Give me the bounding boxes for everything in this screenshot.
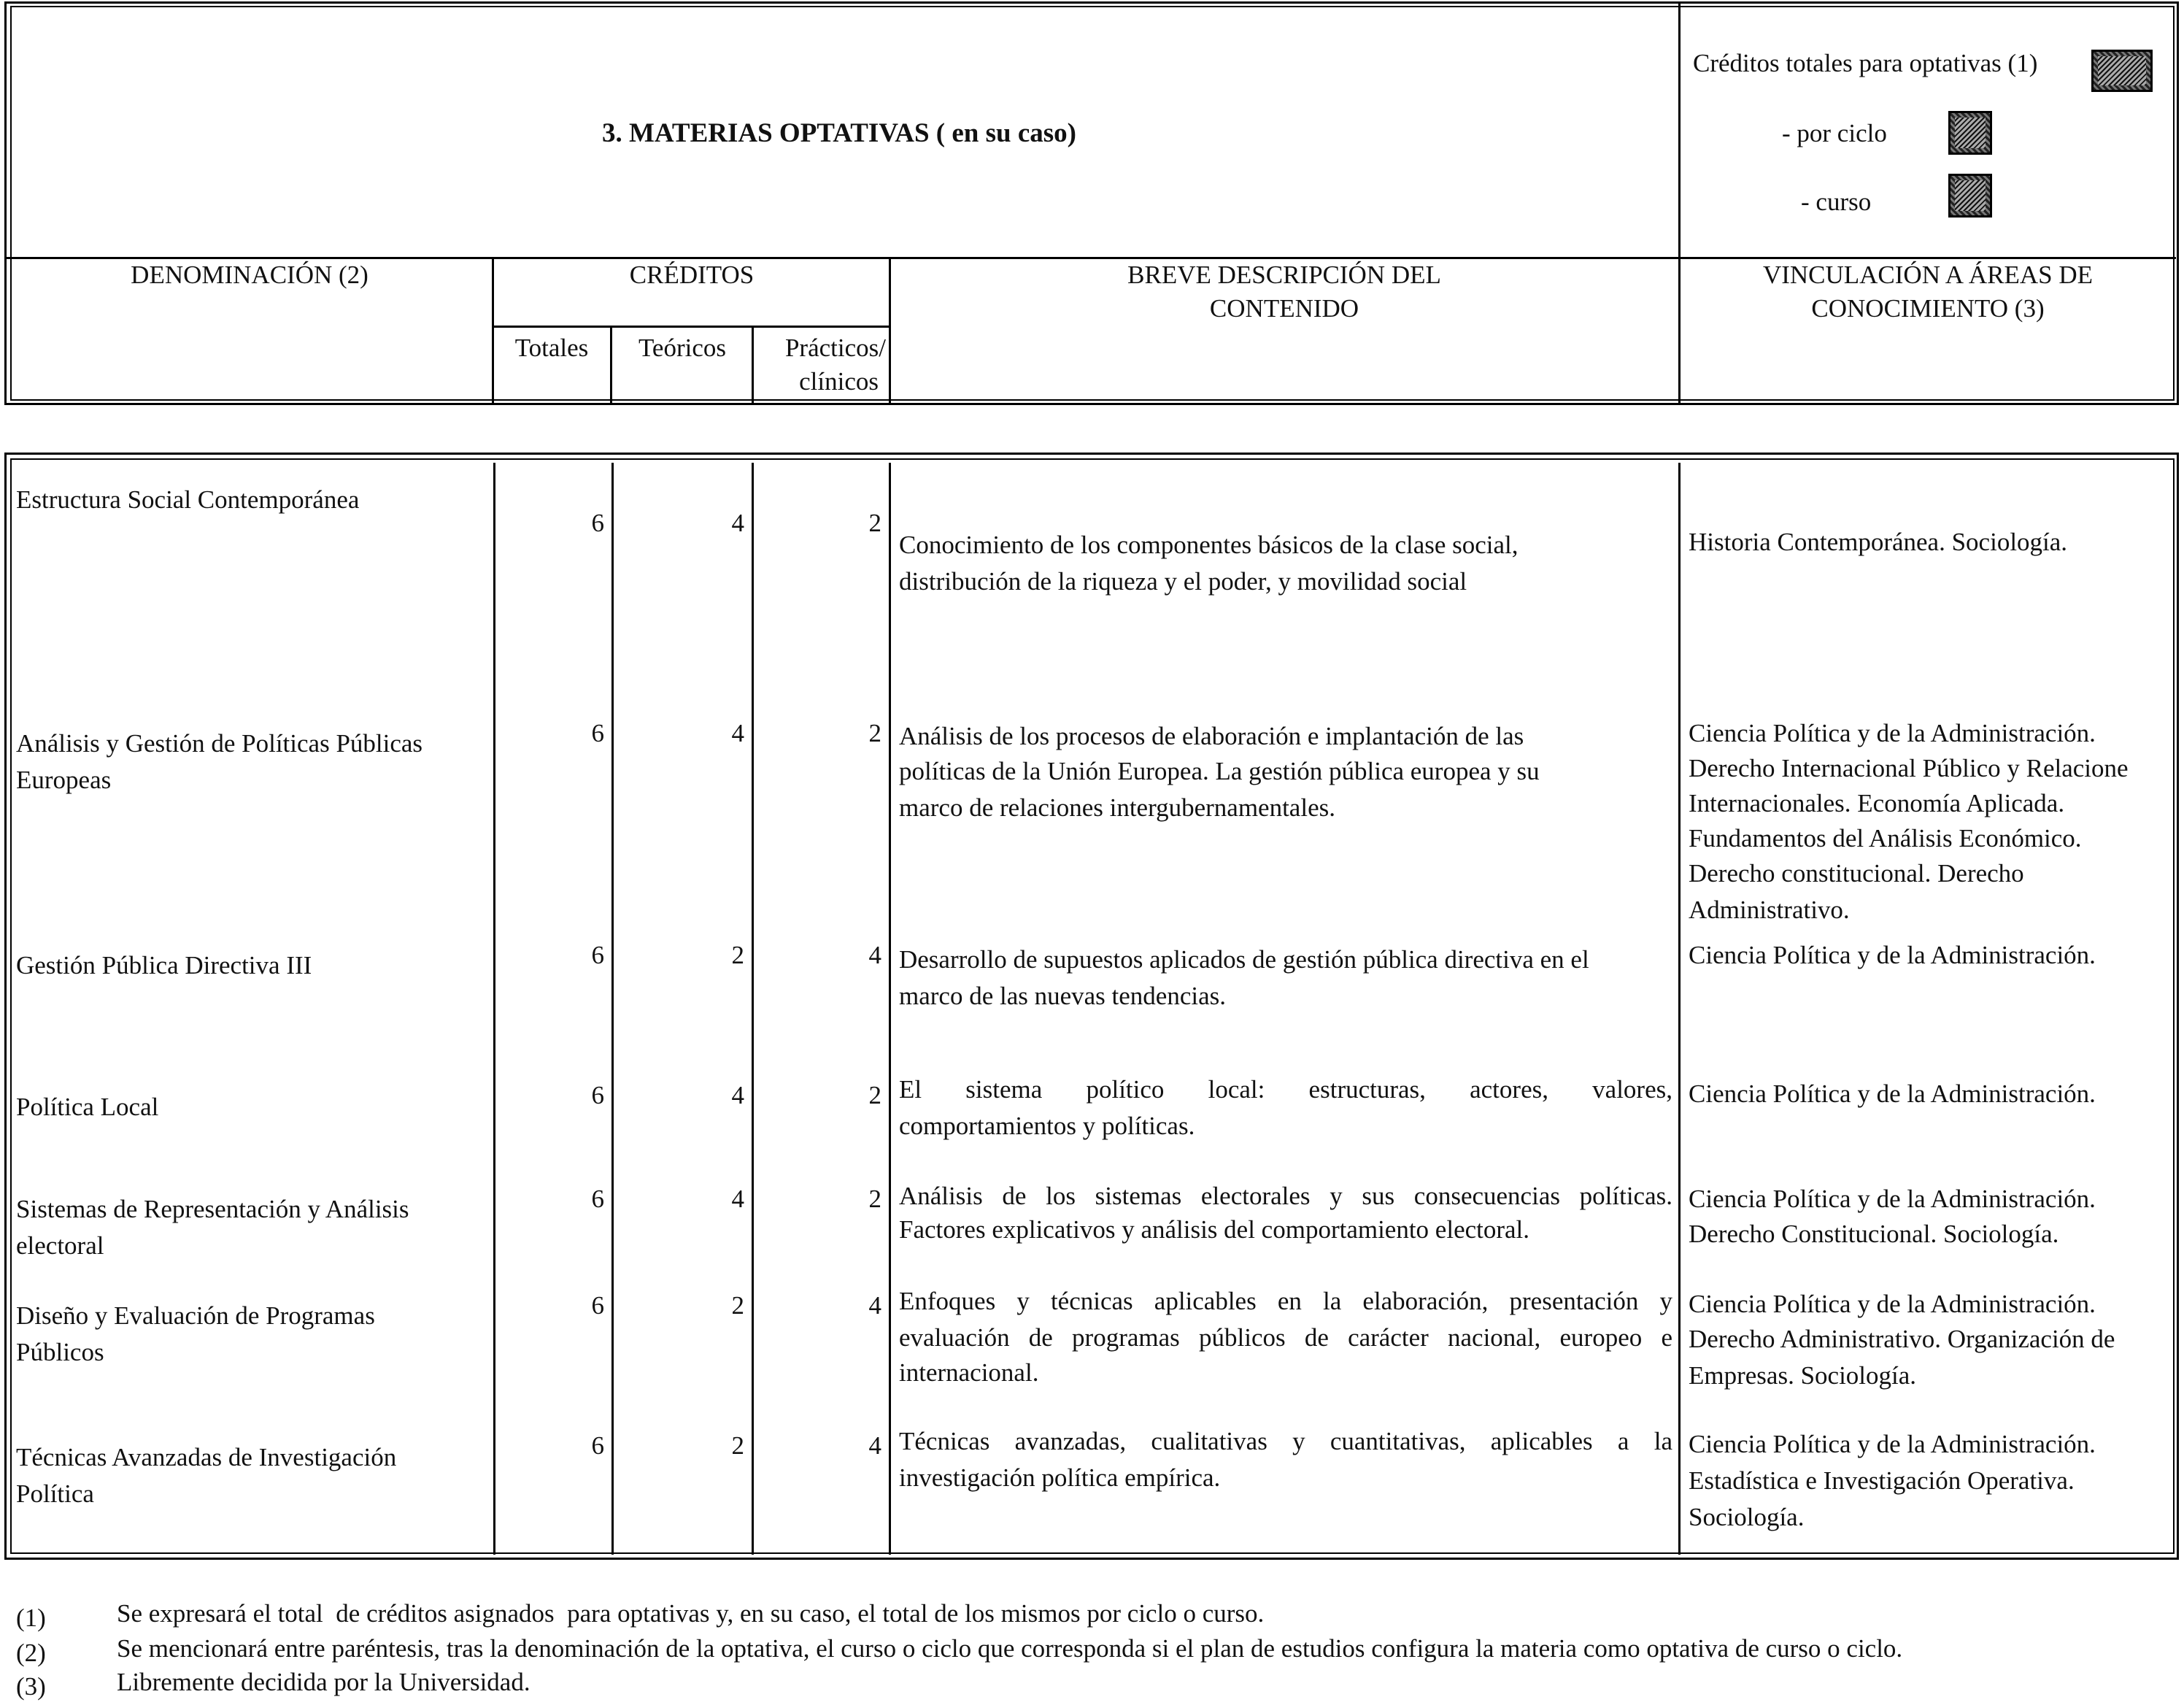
row-practicos: 2 (868, 1081, 881, 1109)
row-description: Técnicas avanzadas, cualitativas y cuantitativas, aplicables a la (899, 1427, 1672, 1455)
body-col-divider-descripcion (1678, 463, 1681, 1555)
row-areas: Derecho Internacional Público y Relacione (1689, 754, 2129, 782)
title-divider (1678, 3, 1681, 404)
row-areas: Derecho Administrativo. Organización de (1689, 1325, 2115, 1353)
row-name: electoral (16, 1231, 104, 1260)
row-description: políticas de la Unión Europea. La gestión pública europea y su (899, 757, 1540, 785)
col-header-creditos: CRÉDITOS (629, 261, 755, 289)
row-description: investigación política empírica. (899, 1463, 1221, 1492)
credits-total-stamp (2091, 50, 2153, 92)
col-header-vinculacion-1: VINCULACIÓN A ÁREAS DE (1762, 261, 2094, 289)
row-areas: Administrativo. (1689, 896, 1850, 924)
row-description: marco de las nuevas tendencias. (899, 982, 1227, 1010)
row-areas: Ciencia Política y de la Administración. (1689, 941, 2096, 969)
row-name: Europeas (16, 766, 112, 794)
footnote-mark: (2) (16, 1639, 46, 1667)
row-description: Conocimiento de los componentes básicos de la clase social, (899, 531, 1519, 559)
row-areas: Sociología. (1689, 1503, 1805, 1531)
row-description: Desarrollo de supuestos aplicados de gestión pública directiva en el (899, 945, 1589, 974)
row-teoricos: 4 (731, 509, 744, 537)
row-teoricos: 2 (731, 1431, 744, 1460)
row-description: Análisis de los sistemas electorales y sus consecuencias políticas. (899, 1182, 1672, 1210)
col-header-descripcion-1: BREVE DESCRIPCIÓN DEL (1127, 261, 1441, 289)
row-description: Análisis de los procesos de elaboración e implantación de las (899, 722, 1524, 750)
row-areas: Ciencia Política y de la Administración. (1689, 1430, 2096, 1458)
row-description: distribución de la riqueza y el poder, y movilidad social (899, 567, 1467, 596)
credits-total-label: Créditos totales para optativas (1) (1693, 49, 2038, 77)
col-header-practicos-1: Prácticos/ (784, 334, 886, 362)
row-teoricos: 2 (731, 941, 744, 969)
row-description: evaluación de programas públicos de carácter nacional, europeo e (899, 1323, 1672, 1352)
row-description: internacional. (899, 1358, 1039, 1387)
body-col-divider-teoricos (752, 463, 754, 1555)
row-totales: 6 (591, 1291, 604, 1320)
row-practicos: 2 (868, 719, 881, 747)
row-name: Gestión Pública Directiva III (16, 951, 312, 979)
row-practicos: 2 (868, 509, 881, 537)
body-col-divider-name (493, 463, 495, 1555)
row-areas: Historia Contemporánea. Sociología. (1689, 528, 2068, 556)
col-header-vinculacion-2: CONOCIMIENTO (3) (1811, 294, 2045, 323)
row-areas: Estadística e Investigación Operativa. (1689, 1466, 2075, 1495)
row-totales: 6 (591, 1185, 604, 1213)
footnote-text: Se expresará el total de créditos asignados para optativas y, en su caso, el total de los mismos por ciclo o curso. (117, 1599, 1265, 1628)
row-name: Análisis y Gestión de Políticas Públicas (16, 729, 423, 758)
row-areas: Derecho constitucional. Derecho (1689, 859, 2024, 888)
col-header-teoricos: Teóricos (638, 334, 726, 362)
creditos-subheader-line (492, 326, 890, 328)
row-practicos: 4 (868, 1431, 881, 1460)
footnote-mark: (3) (16, 1672, 46, 1701)
row-name: Públicos (16, 1338, 104, 1366)
footnote-text: Libremente decidida por la Universidad. (117, 1668, 530, 1696)
row-description: El sistema político local: estructuras, actores, valores, (899, 1075, 1672, 1104)
footnote-text: Se mencionará entre paréntesis, tras la denominación de la optativa, el curso o ciclo que corresponda si el plan de estudios configura la materia como optativa de curso o ciclo. (117, 1634, 1903, 1663)
footnote-mark: (1) (16, 1604, 46, 1632)
col-header-practicos-2: clínicos (799, 367, 879, 396)
row-totales: 6 (591, 509, 604, 537)
col-header-totales: Totales (514, 334, 589, 362)
row-description: marco de relaciones intergubernamentales. (899, 793, 1335, 822)
row-practicos: 4 (868, 1291, 881, 1320)
row-name: Política Local (16, 1093, 159, 1121)
row-teoricos: 4 (731, 719, 744, 747)
per-course-stamp (1948, 174, 1992, 218)
row-practicos: 2 (868, 1185, 881, 1213)
per-cycle-stamp (1948, 111, 1992, 155)
row-name: Diseño y Evaluación de Programas (16, 1301, 375, 1330)
row-areas: Fundamentos del Análisis Económico. (1689, 824, 2082, 852)
row-areas: Derecho Constitucional. Sociología. (1689, 1220, 2059, 1248)
row-description: Enfoques y técnicas aplicables en la elaboración, presentación y (899, 1287, 1672, 1315)
row-description: comportamientos y políticas. (899, 1112, 1195, 1140)
col-divider-totales (610, 326, 612, 404)
row-areas: Ciencia Política y de la Administración. (1689, 1185, 2096, 1213)
row-teoricos: 4 (731, 1185, 744, 1213)
row-name: Sistemas de Representación y Análisis (16, 1195, 409, 1223)
row-areas: Internacionales. Economía Aplicada. (1689, 789, 2065, 817)
row-totales: 6 (591, 1431, 604, 1460)
row-practicos: 4 (868, 941, 881, 969)
row-areas: Empresas. Sociología. (1689, 1361, 1917, 1390)
col-header-denominacion: DENOMINACIÓN (2) (131, 261, 368, 289)
row-teoricos: 2 (731, 1291, 744, 1320)
row-areas: Ciencia Política y de la Administración. (1689, 719, 2096, 747)
row-name: Política (16, 1479, 94, 1508)
row-areas: Ciencia Política y de la Administración. (1689, 1290, 2096, 1318)
per-cycle-label: - por ciclo (1782, 119, 1887, 147)
row-totales: 6 (591, 941, 604, 969)
body-col-divider-totales (611, 463, 614, 1555)
row-totales: 6 (591, 1081, 604, 1109)
row-totales: 6 (591, 719, 604, 747)
row-teoricos: 4 (731, 1081, 744, 1109)
row-description: Factores explicativos y análisis del comportamiento electoral. (899, 1215, 1530, 1244)
row-name: Estructura Social Contemporánea (16, 485, 360, 514)
page-title: 3. MATERIAS OPTATIVAS ( en su caso) (602, 118, 1076, 148)
per-course-label: - curso (1801, 188, 1872, 216)
body-col-divider-practicos (889, 463, 891, 1555)
row-areas: Ciencia Política y de la Administración. (1689, 1079, 2096, 1108)
col-header-descripcion-2: CONTENIDO (1209, 294, 1359, 323)
row-name: Técnicas Avanzadas de Investigación (16, 1443, 397, 1471)
